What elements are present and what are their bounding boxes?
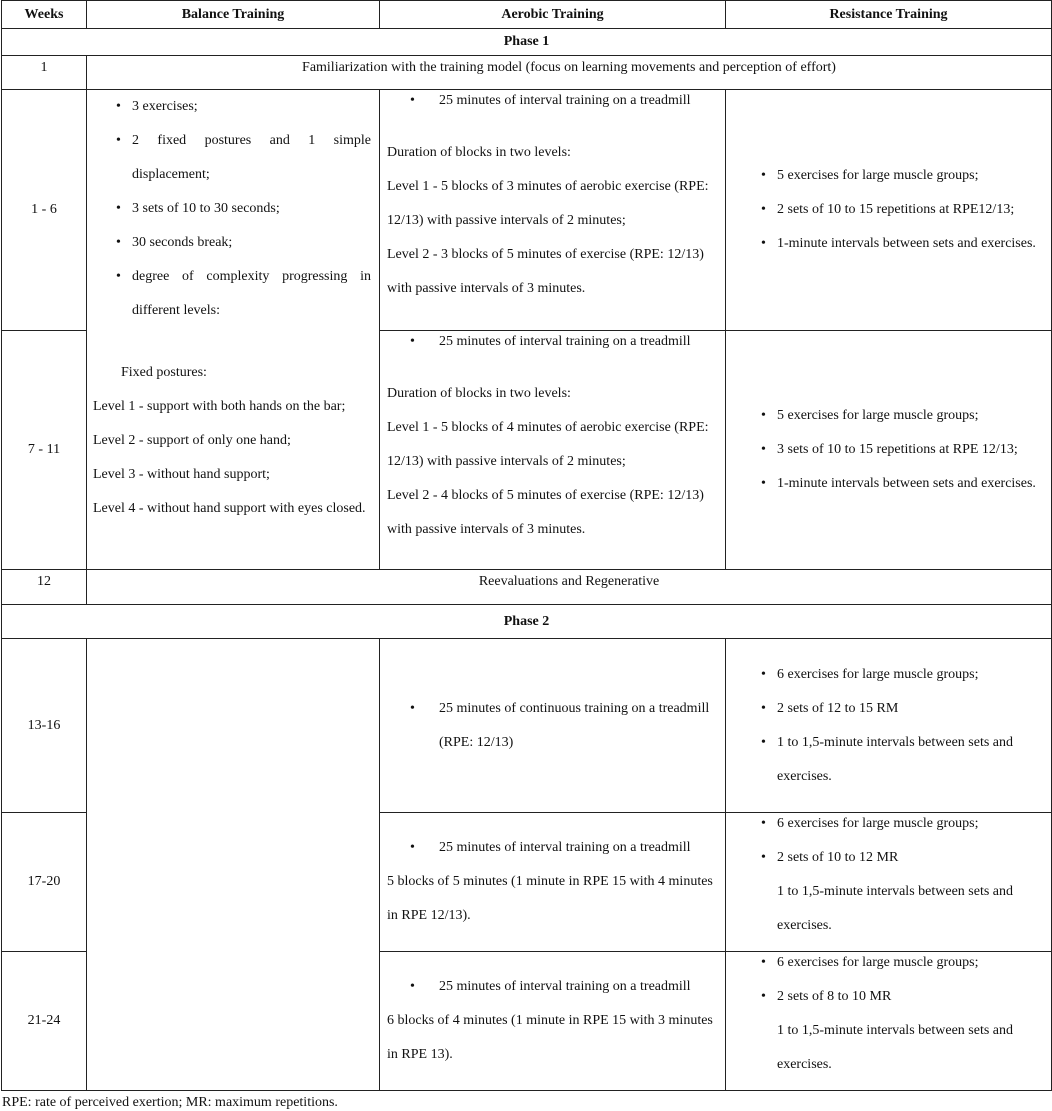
resistance-text: 1 to 1,5-minute intervals between sets and exercises. (777, 1023, 1013, 1072)
list-item: • 3 exercises; (93, 90, 371, 124)
weeks-1-6: 1 - 6 (2, 90, 87, 331)
week12-row (2, 570, 1052, 605)
aerobic-list (387, 692, 717, 760)
list-item: • 1 to 1,5-minute intervals between sets and exercises. (738, 726, 1043, 794)
list-item: • degree of complexity progressing in different levels: (93, 260, 371, 328)
list-item: • 1-minute intervals between sets and exercises. (738, 467, 1043, 501)
training-table (1, 0, 1052, 1091)
balance-empty-cell (87, 639, 380, 1091)
aerobic-cell (380, 813, 726, 952)
list-item: • 25 minutes of continuous training on a treadmill (RPE: 12/13) (387, 692, 717, 760)
resistance-list (738, 658, 1043, 794)
week1-weeks: 1 (2, 56, 87, 90)
aerobic-cell (380, 952, 726, 1091)
aerobic-list (387, 325, 717, 359)
aerobic-list (387, 84, 717, 118)
resistance-list (738, 159, 1043, 261)
list-item: • 2 sets of 10 to 15 repetitions at RPE12/13; (738, 193, 1043, 227)
week1-text: Familiarization with the training model (focus on learning movements and perception of effort) (87, 56, 1052, 90)
posture-level: Level 2 - support of only one hand; (93, 433, 291, 448)
weeks-21-24: 21-24 (2, 952, 87, 1091)
weeks-13-16: 13-16 (2, 639, 87, 813)
resistance-cell (726, 331, 1052, 570)
posture-level: Level 4 - without hand support with eyes closed. (93, 501, 366, 516)
aerobic-level1: Level 1 - 5 blocks of 4 minutes of aerobic exercise (RPE: 12/13) with passive intervals of 2 minutes; (387, 420, 709, 469)
table-row (2, 639, 1052, 813)
list-item: • 30 seconds break; (93, 226, 371, 260)
list-item: • 6 exercises for large muscle groups; (738, 946, 1043, 980)
resistance-list (738, 399, 1043, 501)
header-aerobic: Aerobic Training (380, 1, 726, 29)
aerobic-cell (380, 90, 726, 331)
aerobic-text: 6 blocks of 4 minutes (1 minute in RPE 15 with 3 minutes in RPE 13). (387, 1013, 713, 1062)
week12-weeks: 12 (2, 570, 87, 605)
list-item: • 25 minutes of interval training on a treadmill (387, 831, 717, 865)
week12-text: Reevaluations and Regenerative (87, 570, 1052, 605)
weeks-17-20: 17-20 (2, 813, 87, 952)
table-row (2, 90, 1052, 331)
resistance-text: 1 to 1,5-minute intervals between sets and exercises. (777, 884, 1013, 933)
phase1-title: Phase 1 (2, 29, 1052, 56)
aerobic-level2: Level 2 - 3 blocks of 5 minutes of exercise (RPE: 12/13) with passive intervals of 3 minutes. (387, 247, 704, 296)
posture-level: Level 3 - without hand support; (93, 467, 270, 482)
list-item: • 5 exercises for large muscle groups; (738, 159, 1043, 193)
posture-level: Level 1 - support with both hands on the bar; (93, 399, 346, 414)
list-item: • 2 fixed postures and 1 simple displacement; (93, 124, 371, 192)
list-item: • 3 sets of 10 to 15 repetitions at RPE 12/13; (738, 433, 1043, 467)
fixed-postures-title: Fixed postures: (121, 365, 207, 380)
footnote: RPE: rate of perceived exertion; MR: maximum repetitions. (2, 1095, 338, 1110)
aerobic-text: 5 blocks of 5 minutes (1 minute in RPE 15 with 4 minutes in RPE 12/13). (387, 874, 713, 923)
balance-cell (87, 90, 380, 570)
aerobic-list (387, 831, 717, 865)
resistance-cell (726, 639, 1052, 813)
list-item: • 5 exercises for large muscle groups; (738, 399, 1043, 433)
aerobic-level1: Level 1 - 5 blocks of 3 minutes of aerobic exercise (RPE: 12/13) with passive intervals of 2 minutes; (387, 179, 709, 228)
resistance-list (738, 946, 1043, 1014)
aerobic-cell (380, 331, 726, 570)
resistance-cell (726, 813, 1052, 952)
list-item: • 25 minutes of interval training on a treadmill (387, 325, 717, 359)
aerobic-cell (380, 639, 726, 813)
phase2-title: Phase 2 (2, 605, 1052, 639)
aerobic-level2: Level 2 - 4 blocks of 5 minutes of exercise (RPE: 12/13) with passive intervals of 3 minutes. (387, 488, 704, 537)
header-weeks: Weeks (2, 1, 87, 29)
list-item: • 2 sets of 10 to 12 MR (738, 841, 1043, 875)
list-item: • 2 sets of 12 to 15 RM (738, 692, 1043, 726)
header-row (2, 1, 1052, 29)
list-item: • 25 minutes of interval training on a treadmill (387, 84, 717, 118)
resistance-list (738, 807, 1043, 875)
list-item: • 3 sets of 10 to 30 seconds; (93, 192, 371, 226)
list-item: • 25 minutes of interval training on a treadmill (387, 970, 717, 1004)
list-item: • 1-minute intervals between sets and exercises. (738, 227, 1043, 261)
header-resistance: Resistance Training (726, 1, 1052, 29)
weeks-7-11: 7 - 11 (2, 331, 87, 570)
phase1-row (2, 29, 1052, 56)
list-item: • 2 sets of 8 to 10 MR (738, 980, 1043, 1014)
list-item: • 6 exercises for large muscle groups; (738, 658, 1043, 692)
aerobic-list (387, 970, 717, 1004)
list-item: • 6 exercises for large muscle groups; (738, 807, 1043, 841)
resistance-cell (726, 952, 1052, 1091)
header-balance: Balance Training (87, 1, 380, 29)
phase2-row (2, 605, 1052, 639)
aerobic-duration: Duration of blocks in two levels: (387, 145, 571, 160)
balance-list (93, 90, 371, 328)
aerobic-duration: Duration of blocks in two levels: (387, 386, 571, 401)
resistance-cell (726, 90, 1052, 331)
